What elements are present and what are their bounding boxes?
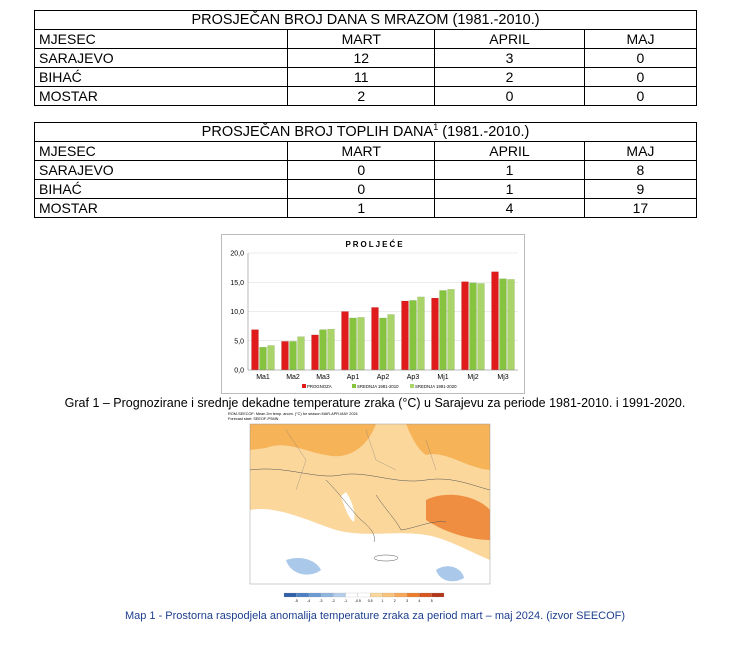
city-cell: MOSTAR bbox=[35, 199, 288, 218]
footnote-marker: 1 bbox=[433, 121, 439, 132]
bar-srednja-1991-2020-ap2 bbox=[388, 314, 395, 370]
table-header-row bbox=[35, 30, 697, 49]
x-tick-label: Ap2 bbox=[376, 374, 390, 381]
y-tick-label: 20,0 bbox=[230, 250, 244, 258]
value-cell: 1 bbox=[288, 199, 435, 218]
x-tick-label: Ap1 bbox=[346, 374, 360, 381]
colorbar-tick-label: -5 bbox=[294, 599, 298, 603]
colorbar-segment bbox=[284, 593, 296, 597]
warm-table-period: (1981.-2010.) bbox=[442, 123, 530, 140]
colorbar-segment bbox=[333, 593, 345, 597]
value-cell: 0 bbox=[435, 87, 585, 106]
warm-table-title bbox=[35, 123, 697, 142]
legend-label: PROGNOZA bbox=[307, 384, 332, 389]
bar-prognoza-ma3 bbox=[312, 335, 319, 370]
x-tick-label: Mj2 bbox=[467, 374, 479, 381]
city-cell: SARAJEVO bbox=[35, 49, 288, 68]
colorbar-tick-label: -0.5 bbox=[354, 599, 361, 603]
colorbar-segment bbox=[346, 593, 358, 597]
header-cell: MJESEC bbox=[35, 142, 288, 161]
colorbar-segment bbox=[407, 593, 419, 597]
colorbar-segment bbox=[419, 593, 431, 597]
map-colorbar bbox=[284, 593, 444, 603]
bar-srednja-1991-2020-ma1 bbox=[268, 345, 275, 370]
chart-caption: Graf 1 – Prognozirane i srednje dekadne temperature zraka (°C) u Sarajevu za periode 1981-2010. i 1991-2020. bbox=[64, 396, 686, 410]
table-row bbox=[35, 68, 697, 87]
value-cell: 8 bbox=[584, 161, 696, 180]
colorbar-tick-label: 1 bbox=[381, 599, 384, 603]
value-cell: 4 bbox=[435, 199, 585, 218]
value-cell: 0 bbox=[288, 161, 435, 180]
warm-days-table bbox=[34, 122, 697, 218]
bar-prognoza-ap1 bbox=[342, 312, 349, 371]
table-row bbox=[35, 87, 697, 106]
city-cell: SARAJEVO bbox=[35, 161, 288, 180]
x-tick-label: Ma2 bbox=[286, 374, 300, 381]
value-cell: 12 bbox=[288, 49, 435, 68]
legend-swatch bbox=[302, 384, 306, 388]
y-tick-label: 0,0 bbox=[234, 367, 244, 375]
x-tick-label: Ma3 bbox=[316, 374, 330, 381]
header-cell: APRIL bbox=[435, 30, 585, 49]
table-row bbox=[35, 180, 697, 199]
header-cell: MAJ bbox=[584, 30, 696, 49]
header-cell: MART bbox=[288, 30, 435, 49]
value-cell: 0 bbox=[584, 49, 696, 68]
header-cell: APRIL bbox=[435, 142, 585, 161]
colorbar-segment bbox=[370, 593, 382, 597]
frost-days-table bbox=[34, 10, 697, 106]
value-cell: 11 bbox=[288, 68, 435, 87]
table-row bbox=[35, 161, 697, 180]
bar-srednja-1981-2010-mj1 bbox=[440, 290, 447, 370]
city-cell: BIHAĆ bbox=[35, 68, 288, 87]
bar-prognoza-ap2 bbox=[372, 307, 379, 370]
bar-srednja-1981-2010-ma1 bbox=[260, 347, 267, 370]
value-cell: 0 bbox=[584, 68, 696, 87]
bar-prognoza-ma2 bbox=[282, 341, 289, 370]
colorbar-tick-label: -4 bbox=[307, 599, 311, 603]
bar-prognoza-mj3 bbox=[492, 272, 499, 370]
header-cell: MART bbox=[288, 142, 435, 161]
colorbar-segment bbox=[382, 593, 394, 597]
bar-srednja-1991-2020-ap1 bbox=[358, 317, 365, 370]
colorbar-segment bbox=[358, 593, 370, 597]
legend-label: SREDNJA 1991-2020 bbox=[415, 384, 457, 389]
bar-srednja-1991-2020-mj3 bbox=[508, 279, 515, 370]
temperature-anomaly-map bbox=[226, 410, 494, 606]
frost-table-title: PROSJEČAN BROJ DANA S MRAZOM (1981.-2010.) bbox=[35, 11, 697, 30]
value-cell: 3 bbox=[435, 49, 585, 68]
bar-srednja-1981-2010-ap1 bbox=[350, 318, 357, 370]
legend-swatch bbox=[410, 384, 414, 388]
value-cell: 2 bbox=[288, 87, 435, 106]
map-header: ROM-SEECOF: Mean 2m temp. anom. (°C) for season MAR-APR-MAY 2024 bbox=[228, 412, 358, 416]
y-tick-label: 15,0 bbox=[230, 279, 244, 287]
colorbar-segment bbox=[309, 593, 321, 597]
colorbar-segment bbox=[432, 593, 444, 597]
map-subheader: Forecast start: SEEOF-PSMN bbox=[228, 417, 279, 421]
map-canvas bbox=[226, 410, 494, 606]
city-cell: MOSTAR bbox=[35, 87, 288, 106]
colorbar-tick-label: 0.5 bbox=[367, 599, 373, 603]
bar-srednja-1991-2020-ma3 bbox=[328, 329, 335, 370]
x-tick-label: Mj3 bbox=[497, 374, 509, 381]
bar-srednja-1991-2020-ap3 bbox=[418, 297, 425, 370]
colorbar-segment bbox=[395, 593, 407, 597]
x-tick-label: Ma1 bbox=[256, 374, 270, 381]
bar-srednja-1981-2010-ap3 bbox=[410, 300, 417, 370]
y-tick-label: 5,0 bbox=[234, 338, 244, 346]
y-tick-label: 10,0 bbox=[230, 309, 244, 316]
chart-canvas bbox=[222, 235, 524, 393]
colorbar-tick-label: -1 bbox=[343, 599, 348, 603]
colorbar-tick-label: 3 bbox=[406, 599, 409, 603]
table-row bbox=[35, 199, 697, 218]
header-cell: MJESEC bbox=[35, 30, 288, 49]
colorbar-tick-label: -3 bbox=[319, 599, 323, 603]
x-tick-label: Ap3 bbox=[406, 374, 420, 381]
map-caption: Map 1 - Prostorna raspodjela anomalija temperature zraka za period mart – maj 2024. (izvor SEECOF) bbox=[124, 610, 626, 622]
colorbar-tick-label: 2 bbox=[393, 599, 396, 603]
x-tick-label: Mj1 bbox=[437, 374, 449, 381]
value-cell: 17 bbox=[584, 199, 696, 218]
header-cell: MAJ bbox=[584, 142, 696, 161]
bar-srednja-1981-2010-mj2 bbox=[470, 283, 477, 370]
warm-table-title-text: PROSJEČAN BROJ TOPLIH DANA bbox=[201, 123, 434, 140]
bar-srednja-1981-2010-ma2 bbox=[290, 341, 297, 370]
bar-prognoza-mj2 bbox=[462, 282, 469, 370]
bar-prognoza-mj1 bbox=[432, 298, 439, 370]
colorbar-segment bbox=[321, 593, 333, 597]
chart-bars bbox=[252, 272, 515, 370]
bar-prognoza-ma1 bbox=[252, 330, 259, 370]
value-cell: 0 bbox=[288, 180, 435, 199]
colorbar-tick-label: 5 bbox=[430, 599, 433, 603]
table-row bbox=[35, 49, 697, 68]
bar-srednja-1991-2020-mj1 bbox=[448, 289, 455, 370]
colorbar-segment bbox=[296, 593, 308, 597]
temperature-chart bbox=[221, 234, 525, 394]
value-cell: 1 bbox=[435, 180, 585, 199]
colorbar-tick-label: -2 bbox=[331, 599, 335, 603]
colorbar-tick-label: 4 bbox=[418, 599, 421, 603]
city-cell: BIHAĆ bbox=[35, 180, 288, 199]
bar-srednja-1991-2020-mj2 bbox=[478, 283, 485, 370]
value-cell: 1 bbox=[435, 161, 585, 180]
bar-srednja-1981-2010-mj3 bbox=[500, 279, 507, 370]
table-header-row bbox=[35, 142, 697, 161]
legend-label: SREDNJA 1981-2010 bbox=[357, 384, 399, 389]
bar-srednja-1991-2020-ma2 bbox=[298, 337, 305, 370]
legend-swatch bbox=[352, 384, 356, 388]
value-cell: 2 bbox=[435, 68, 585, 87]
bar-srednja-1981-2010-ap2 bbox=[380, 318, 387, 370]
value-cell: 0 bbox=[584, 87, 696, 106]
bar-srednja-1981-2010-ma3 bbox=[320, 330, 327, 370]
value-cell: 9 bbox=[584, 180, 696, 199]
bar-prognoza-ap3 bbox=[402, 301, 409, 370]
map-field bbox=[250, 424, 490, 584]
chart-legend bbox=[302, 384, 457, 389]
chart-title: PROLJEĆE bbox=[345, 240, 405, 249]
